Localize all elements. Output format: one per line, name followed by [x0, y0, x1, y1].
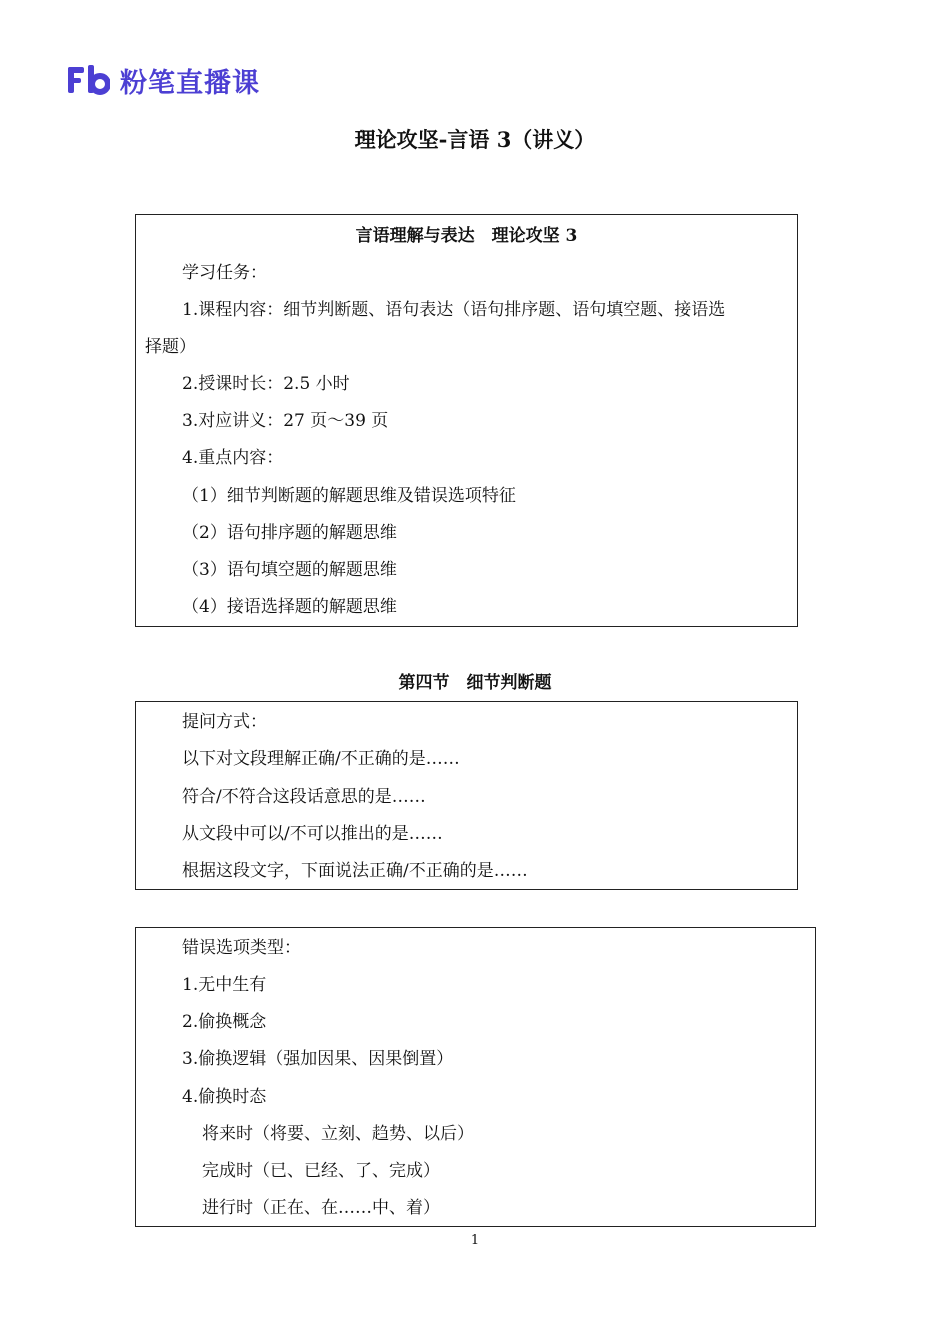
question-form-line: 以下对文段理解正确/不正确的是……	[182, 749, 460, 769]
wrong-type-line: 2.偷换概念	[182, 1012, 267, 1032]
key-point: （2）语句排序题的解题思维	[182, 523, 397, 543]
duration-line: 2.授课时长：2.5 小时	[182, 374, 350, 394]
task-label: 学习任务：	[182, 263, 267, 283]
course-content-line-cont: 择题）	[145, 337, 196, 357]
key-point: （1）细节判断题的解题思维及错误选项特征	[182, 486, 516, 506]
tense-sub-line: 完成时（已、已经、了、完成）	[202, 1161, 440, 1181]
brand-logo	[68, 62, 260, 98]
question-form-line: 根据这段文字，下面说法正确/不正确的是……	[182, 861, 528, 881]
question-forms-label: 提问方式：	[182, 712, 267, 732]
wrong-type-line: 3.偷换逻辑（强加因果、因果倒置）	[182, 1049, 454, 1069]
wrong-type-line: 1.无中生有	[182, 975, 267, 995]
question-form-line: 从文段中可以/不可以推出的是……	[182, 824, 443, 844]
box-heading: 言语理解与表达 理论攻坚 3	[355, 226, 578, 246]
wrong-option-types-box	[135, 927, 816, 1227]
wrong-types-label: 错误选项类型：	[182, 938, 301, 958]
fb-logo-icon	[68, 65, 110, 95]
wrong-type-line: 4.偷换时态	[182, 1087, 267, 1107]
tense-sub-line: 进行时（正在、在……中、着）	[202, 1198, 440, 1218]
tense-sub-line: 将来时（将要、立刻、趋势、以后）	[202, 1124, 474, 1144]
key-content-label: 4.重点内容：	[182, 448, 284, 468]
course-content-line: 1.课程内容：细节判断题、语句表达（语句排序题、语句填空题、接语选	[182, 300, 726, 320]
document-title: 理论攻坚-言语 3（讲义）	[354, 127, 596, 152]
page-number: 1	[470, 1233, 480, 1248]
learning-task-box	[135, 214, 798, 627]
question-forms-box	[135, 701, 798, 890]
handout-pages-line: 3.对应讲义：27 页～39 页	[182, 411, 389, 431]
key-point: （3）语句填空题的解题思维	[182, 560, 397, 580]
section-title: 第四节 细节判断题	[398, 673, 552, 693]
logo-text: 粉笔直播课	[120, 67, 260, 99]
question-form-line: 符合/不符合这段话意思的是……	[182, 787, 426, 807]
key-point: （4）接语选择题的解题思维	[182, 597, 397, 617]
